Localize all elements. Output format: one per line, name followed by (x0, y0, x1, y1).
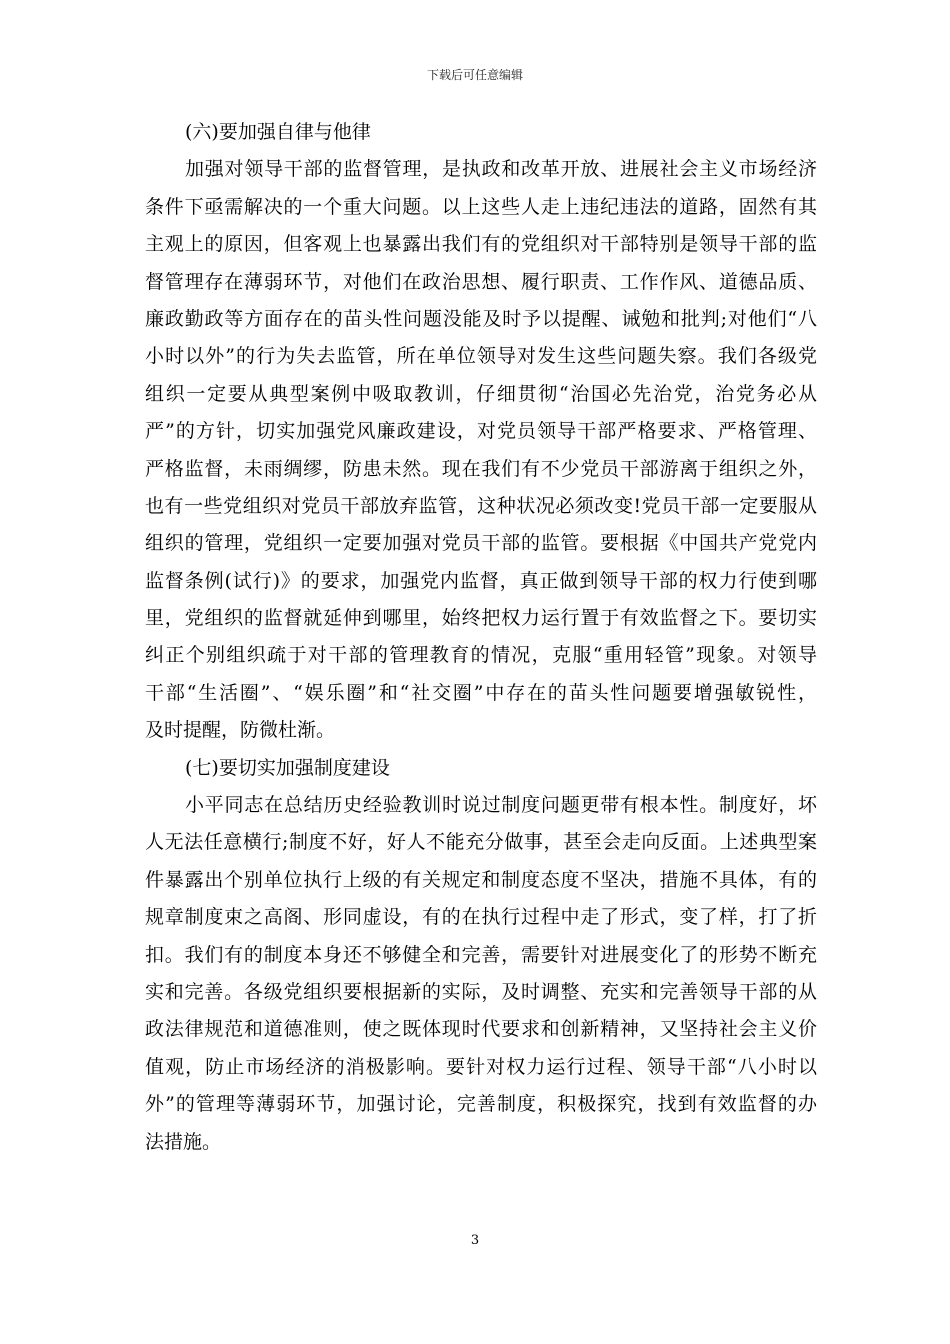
paragraph-line: 主观上的原因，但客观上也暴露出我们有的党组织对干部特别是领导干部的监 (145, 233, 817, 256)
paragraph-line: 及时提醒，防微杜渐。 (145, 719, 336, 742)
paragraph-line: 人无法任意横行;制度不好，好人不能充分做事，甚至会走向反面。上述典型案 (145, 831, 817, 854)
paragraph-line: 廉政勤政等方面存在的苗头性问题没能及时予以提醒、诫勉和批判;对他们“八 (145, 307, 817, 330)
paragraph-line: 纠正个别组织疏于对干部的管理教育的情况，克服“重用轻管”现象。对领导 (145, 644, 817, 667)
section-6-paragraph (145, 151, 817, 749)
paragraph-line: 干部“生活圈”、“娱乐圈”和“社交圈”中存在的苗头性问题要增强敏锐性， (145, 681, 817, 704)
paragraph-line: 组织一定要从典型案例中吸取教训，仔细贯彻“治国必先治党，治党务必从 (145, 382, 817, 405)
page-header: 下载后可任意编辑 (426, 68, 523, 82)
section-6-heading: (六)要加强自律与他律 (185, 121, 371, 143)
page-number: 3 (470, 1233, 480, 1248)
paragraph-line: 扣。我们有的制度本身还不够健全和完善，需要针对进展变化了的形势不断充 (145, 943, 817, 966)
paragraph-line: 严格监督，未雨绸缪，防患未然。现在我们有不少党员干部游离于组织之外， (145, 457, 817, 480)
paragraph-line: 值观，防止市场经济的消极影响。要针对权力运行过程、领导干部“八小时以 (145, 1055, 817, 1078)
paragraph-line: 政法律规范和道德准则，使之既体现时代要求和创新精神，又坚持社会主义价 (145, 1018, 817, 1041)
paragraph-line: 监督条例(试行)》的要求，加强党内监督，真正做到领导干部的权力行使到哪 (145, 569, 817, 592)
document-body (145, 114, 817, 1161)
paragraph-line: 实和完善。各级党组织要根据新的实际，及时调整、充实和完善领导干部的从 (145, 980, 817, 1003)
paragraph-line: 法措施。 (145, 1130, 222, 1153)
paragraph-line: 里，党组织的监督就延伸到哪里，始终把权力运行置于有效监督之下。要切实 (145, 607, 817, 630)
section-7-heading: (七)要切实加强制度建设 (185, 756, 390, 779)
paragraph-line: 小平同志在总结历史经验教训时说过制度问题更带有根本性。制度好，坏 (185, 794, 817, 817)
paragraph-line: 组织的管理，党组织一定要加强对党员干部的监管。要根据《中国共产党党内 (145, 532, 817, 555)
paragraph-line: 小时以外”的行为失去监管，所在单位领导对发生这些问题失察。我们各级党 (145, 345, 817, 368)
paragraph-line: 严”的方针，切实加强党风廉政建设，对党员领导干部严格要求、严格管理、 (145, 420, 817, 443)
paragraph-line: 规章制度束之高阁、形同虚设，有的在执行过程中走了形式，变了样，打了折 (145, 906, 817, 929)
section-7-paragraph (145, 787, 817, 1161)
paragraph-line: 外”的管理等薄弱环节，加强讨论，完善制度，积极探究，找到有效监督的办 (145, 1093, 817, 1116)
paragraph-line: 也有一些党组织对党员干部放弃监管，这种状况必须改变!党员干部一定要服从 (145, 494, 817, 517)
paragraph-line: 件暴露出个别单位执行上级的有关规定和制度态度不坚决，措施不具体，有的 (145, 868, 817, 891)
paragraph-line: 督管理存在薄弱环节，对他们在政治思想、履行职责、工作作风、道德品质、 (145, 270, 817, 293)
paragraph-line: 加强对领导干部的监督管理，是执政和改革开放、进展社会主义市场经济 (185, 158, 817, 181)
paragraph-line: 条件下亟需解决的一个重大问题。以上这些人走上违纪违法的道路，固然有其 (145, 195, 817, 218)
